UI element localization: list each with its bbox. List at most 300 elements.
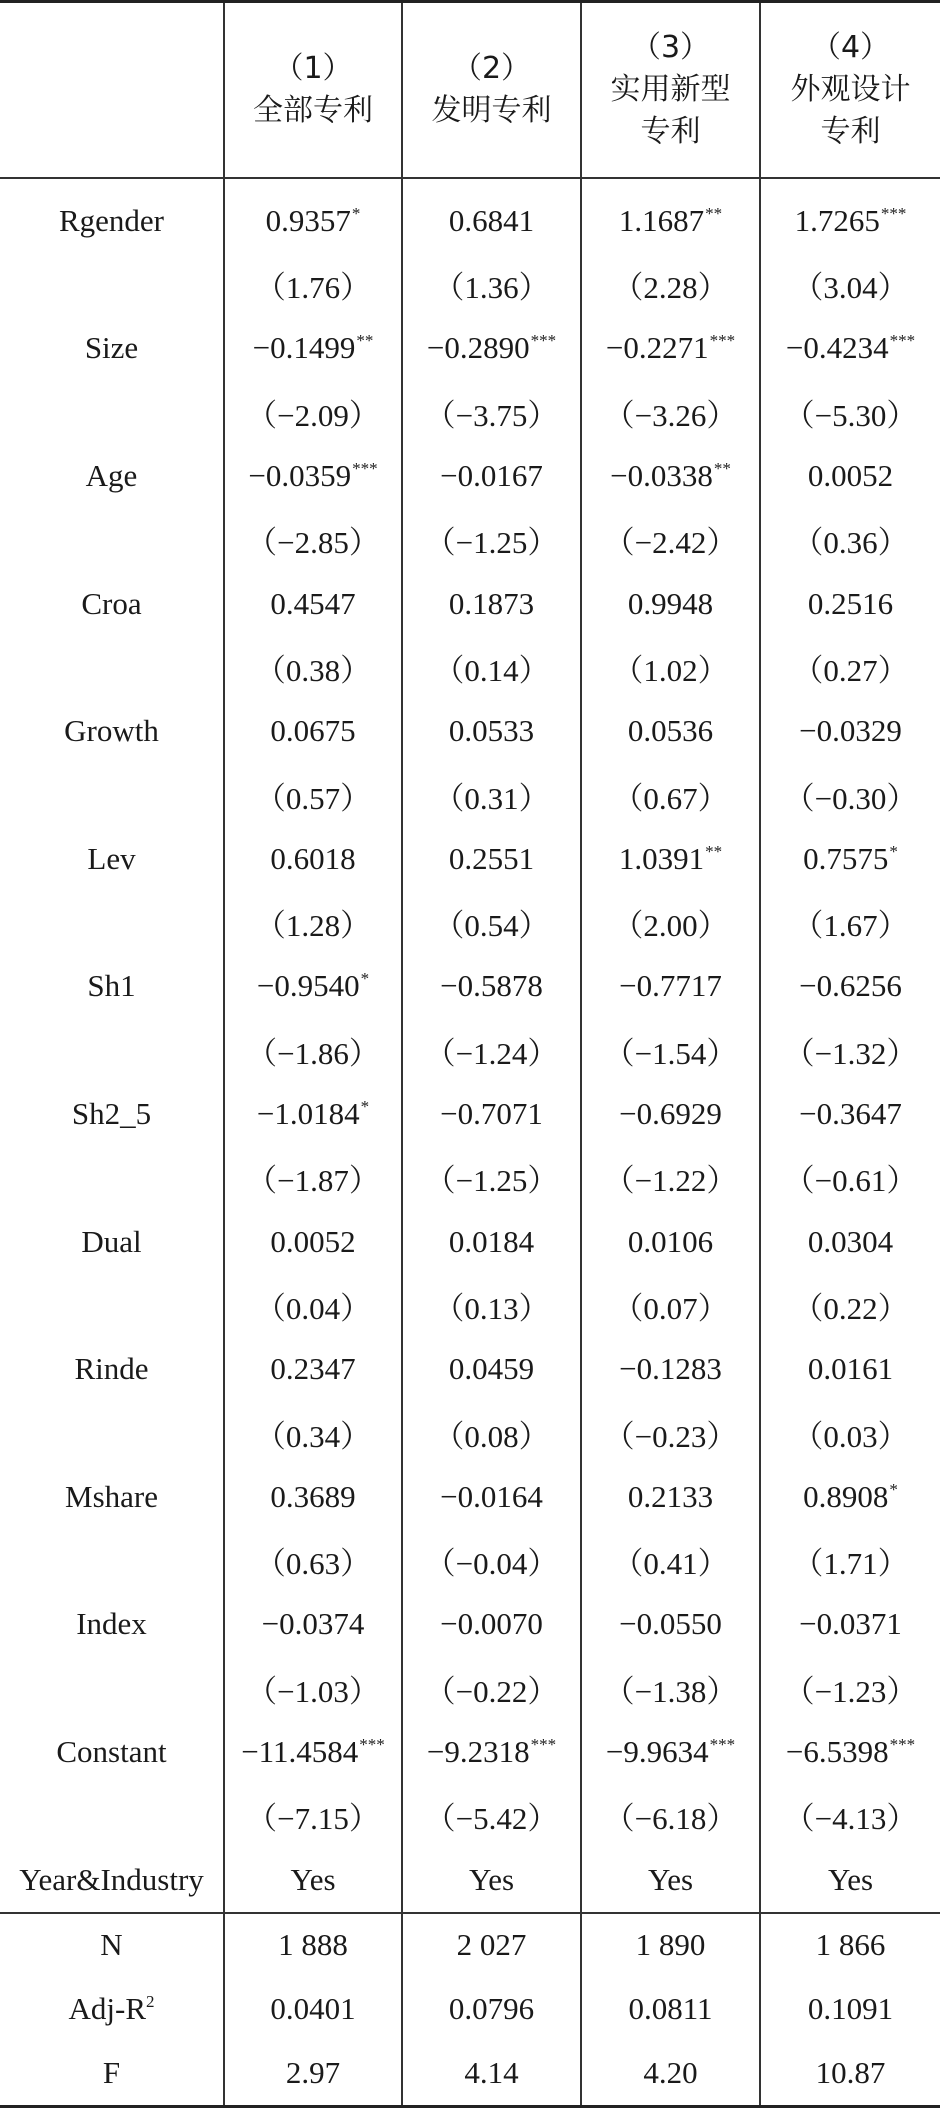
coefficient-cell [760, 572, 940, 636]
t-stat-value: （2.28） [612, 270, 729, 306]
statistic-name: F [102, 2055, 121, 2090]
significance-stars: ** [705, 203, 723, 223]
t-stat-cell [760, 891, 940, 955]
variable-name: Size [84, 330, 139, 366]
variable-name: Index [76, 1606, 147, 1642]
t-stat-value: （0.13） [433, 1290, 550, 1326]
t-stat-value: （−1.25） [424, 1163, 559, 1199]
t-stat-value: （0.27） [792, 652, 909, 688]
coefficient-value: 0.3689 [270, 1478, 356, 1514]
coefficient-cell [581, 1593, 760, 1657]
coefficient-value: −0.0338 [610, 458, 713, 494]
coefficient-row [0, 699, 940, 763]
significance-stars: *** [530, 1735, 557, 1755]
variable-name-cell [0, 444, 224, 508]
fixed-effects-cell [224, 1848, 402, 1913]
fixed-effects-row [0, 1848, 940, 1913]
t-stat-row [0, 1018, 940, 1082]
t-stat-cell [224, 380, 402, 444]
t-stat-value: （0.22） [792, 1290, 909, 1326]
coefficient-value: 0.0106 [627, 1223, 714, 1259]
column-number: （4） [810, 30, 891, 65]
t-stat-cell [402, 508, 581, 572]
statistic-value: 10.87 [815, 2055, 886, 2090]
coefficient-cell [760, 1720, 940, 1784]
variable-name: Croa [81, 585, 142, 621]
statistic-cell [402, 1913, 581, 1978]
coefficient-value: −0.0371 [799, 1606, 902, 1642]
variable-name-cell [0, 1913, 224, 1978]
t-stat-cell [224, 636, 402, 700]
t-stat-value: （−1.38） [603, 1673, 738, 1709]
coefficient-value: −6.5398 [785, 1734, 889, 1770]
t-stat-value: （1.28） [254, 908, 372, 944]
t-stat-cell [224, 763, 402, 827]
t-stat-value: （−6.18） [603, 1801, 738, 1837]
significance-stars: ** [705, 841, 723, 861]
variable-name-cell [0, 1720, 224, 1784]
t-stat-cell [581, 1529, 760, 1593]
statistic-cell [581, 1977, 760, 2041]
fixed-effects-value: Yes [290, 1861, 336, 1897]
coefficient-cell [224, 1720, 402, 1784]
coefficient-value: −0.0070 [440, 1606, 543, 1642]
t-stat-cell [402, 380, 581, 444]
t-stat-cell [224, 1401, 402, 1465]
variable-name-cell [0, 178, 224, 253]
empty-cell [0, 891, 224, 955]
statistic-cell [402, 2041, 581, 2106]
t-stat-value: （1.76） [254, 270, 372, 306]
t-stat-value: （−1.22） [603, 1163, 738, 1199]
t-stat-value: （0.67） [612, 780, 729, 816]
t-stat-cell [760, 1784, 940, 1848]
statistic-value: 1 890 [635, 1927, 706, 1963]
coefficient-cell [402, 1337, 581, 1401]
coefficient-value: 0.8908 [803, 1478, 889, 1514]
significance-stars: *** [889, 1735, 916, 1755]
coefficient-cell [402, 1082, 581, 1146]
coefficient-value: 0.6841 [448, 202, 535, 238]
coefficient-value: −0.6256 [799, 968, 902, 1004]
variable-name-cell [0, 827, 224, 891]
coefficient-value: −0.3647 [799, 1096, 902, 1132]
t-stat-value: （−1.23） [783, 1673, 918, 1709]
coefficient-cell [760, 827, 940, 891]
coefficient-row [0, 1593, 940, 1657]
t-stat-row [0, 1274, 940, 1338]
table-body [0, 178, 940, 2106]
coefficient-row [0, 1337, 940, 1401]
coefficient-cell [402, 1210, 581, 1274]
statistic-cell [224, 1913, 402, 1978]
t-stat-value: （0.36） [792, 525, 909, 561]
t-stat-value: （−2.09） [246, 397, 380, 433]
statistic-value: 1 866 [815, 1927, 886, 1963]
coefficient-cell [224, 955, 402, 1019]
coefficient-cell [760, 955, 940, 1019]
variable-name-cell [0, 1593, 224, 1657]
t-stat-value: （0.41） [612, 1546, 729, 1582]
significance-stars: *** [352, 459, 378, 479]
t-stat-value: （1.71） [792, 1546, 909, 1582]
statistic-value: 2.97 [285, 2055, 341, 2090]
t-stat-cell [402, 636, 581, 700]
t-stat-value: （−0.04） [424, 1546, 559, 1582]
coefficient-value: −0.0359 [248, 458, 352, 494]
coefficient-value: 0.0161 [807, 1351, 894, 1387]
t-stat-cell [581, 1274, 760, 1338]
t-stat-value: （−1.03） [246, 1673, 380, 1709]
coefficient-cell [224, 827, 402, 891]
t-stat-cell [581, 891, 760, 955]
variable-name: Growth [64, 713, 159, 749]
t-stat-value: （−4.13） [783, 1801, 918, 1837]
t-stat-value: （−5.42） [424, 1801, 559, 1837]
variable-name: Dual [81, 1223, 142, 1259]
t-stat-cell [402, 1656, 581, 1720]
coefficient-value: 0.2347 [270, 1351, 356, 1387]
t-stat-value: （0.08） [433, 1418, 550, 1454]
coefficient-cell [760, 1465, 940, 1529]
coefficient-row [0, 827, 940, 891]
coefficient-row [0, 1465, 940, 1529]
coefficient-value: −0.0164 [440, 1478, 543, 1514]
variable-name-cell [0, 1465, 224, 1529]
significance-stars: *** [709, 1735, 736, 1755]
statistic-row [0, 1913, 940, 1978]
empty-cell [0, 380, 224, 444]
coefficient-row [0, 955, 940, 1019]
t-stat-cell [760, 1529, 940, 1593]
coefficient-value: 0.2516 [807, 585, 894, 621]
column-title: 实用新型 [610, 72, 731, 107]
coefficient-value: 0.0304 [807, 1223, 894, 1259]
t-stat-value: （−1.25） [424, 525, 559, 561]
header-row [0, 2, 940, 179]
coefficient-value: 0.6018 [270, 840, 356, 876]
t-stat-value: （−5.30） [783, 397, 918, 433]
coefficient-cell [581, 1337, 760, 1401]
t-stat-value: （1.67） [792, 908, 909, 944]
variable-name-cell [0, 2041, 224, 2106]
t-stat-cell [224, 1656, 402, 1720]
coefficient-cell [224, 178, 402, 253]
t-stat-value: （3.04） [792, 270, 909, 306]
coefficient-row [0, 317, 940, 381]
t-stat-value: （−3.75） [424, 397, 559, 433]
coefficient-value: −0.0329 [799, 713, 902, 749]
coefficient-cell [760, 178, 940, 253]
variable-name-cell [0, 317, 224, 381]
empty-cell [0, 1146, 224, 1210]
coefficient-value: 0.2551 [448, 840, 535, 876]
t-stat-cell [224, 508, 402, 572]
column-number: （3） [630, 30, 711, 65]
t-stat-value: （1.02） [612, 652, 729, 688]
t-stat-row [0, 1146, 940, 1210]
t-stat-value: （0.54） [433, 908, 550, 944]
coefficient-value: 0.0536 [627, 713, 714, 749]
t-stat-cell [224, 253, 402, 317]
t-stat-value: （−0.23） [603, 1418, 738, 1454]
t-stat-cell [402, 1529, 581, 1593]
t-stat-cell [402, 891, 581, 955]
t-stat-cell [760, 763, 940, 827]
t-stat-cell [581, 636, 760, 700]
statistic-value: 0.0811 [628, 1991, 713, 2027]
fixed-effects-value: Yes [827, 1861, 874, 1897]
coefficient-value: −9.9634 [605, 1734, 709, 1770]
column-title: 外观设计 [790, 72, 911, 107]
significance-stars: ** [713, 459, 731, 479]
variable-name: Rinde [74, 1351, 149, 1387]
coefficient-row [0, 572, 940, 636]
coefficient-cell [402, 955, 581, 1019]
fixed-effects-cell [402, 1848, 581, 1913]
t-stat-cell [760, 1656, 940, 1720]
coefficient-cell [581, 178, 760, 253]
coefficient-cell [760, 444, 940, 508]
coefficient-cell [402, 1465, 581, 1529]
t-stat-cell [581, 1656, 760, 1720]
variable-name: Sh1 [87, 968, 136, 1004]
significance-stars: *** [709, 331, 736, 351]
t-stat-row [0, 891, 940, 955]
coefficient-value: 0.0052 [270, 1223, 356, 1259]
coefficient-cell [760, 1082, 940, 1146]
coefficient-value: −0.1499 [252, 330, 356, 366]
empty-cell [0, 508, 224, 572]
t-stat-value: （0.31） [433, 780, 550, 816]
t-stat-row [0, 763, 940, 827]
t-stat-value: （−0.30） [783, 780, 918, 816]
t-stat-cell [402, 1784, 581, 1848]
column-number: （2） [451, 51, 532, 86]
t-stat-cell [581, 1401, 760, 1465]
t-stat-cell [581, 1018, 760, 1082]
t-stat-cell [581, 1784, 760, 1848]
t-stat-value: （−2.42） [603, 525, 738, 561]
statistic-row [0, 2041, 940, 2106]
coefficient-value: −0.1283 [619, 1351, 722, 1387]
statistic-value: 4.14 [464, 2055, 519, 2090]
statistic-value: 0.0796 [448, 1991, 535, 2027]
statistic-value: 2 027 [456, 1927, 527, 1963]
empty-cell [0, 1018, 224, 1082]
empty-cell [0, 253, 224, 317]
variable-name-cell [0, 699, 224, 763]
coefficient-cell [224, 1593, 402, 1657]
fixed-effects-cell [581, 1848, 760, 1913]
t-stat-cell [224, 1018, 402, 1082]
statistic-cell [760, 1913, 940, 1978]
t-stat-cell [581, 1146, 760, 1210]
t-stat-value: （0.03） [792, 1418, 909, 1454]
t-stat-cell [760, 508, 940, 572]
variable-name: Rgender [58, 202, 165, 238]
statistic-row [0, 1977, 940, 2041]
column-header [760, 2, 940, 179]
coefficient-cell [581, 1720, 760, 1784]
coefficient-row [0, 1082, 940, 1146]
t-stat-cell [224, 891, 402, 955]
coefficient-cell [224, 1210, 402, 1274]
variable-name-cell [0, 1210, 224, 1274]
column-number: （1） [273, 51, 353, 86]
t-stat-cell [760, 1018, 940, 1082]
significance-stars: * [360, 1097, 370, 1117]
empty-cell [0, 1656, 224, 1720]
coefficient-cell [224, 572, 402, 636]
statistic-superscript: 2 [146, 1992, 155, 2012]
coefficient-value: −1.0184 [256, 1096, 360, 1132]
coefficient-cell [581, 699, 760, 763]
coefficient-cell [581, 1465, 760, 1529]
empty-cell [0, 1274, 224, 1338]
coefficient-cell [224, 1082, 402, 1146]
column-title-line2: 专利 [820, 114, 881, 149]
significance-stars: * [360, 969, 370, 989]
t-stat-cell [402, 1274, 581, 1338]
coefficient-value: −0.9540 [256, 968, 360, 1004]
t-stat-row [0, 253, 940, 317]
variable-name: Lev [87, 840, 136, 876]
statistic-cell [224, 2041, 402, 2106]
coefficient-value: −0.2890 [426, 330, 530, 366]
coefficient-value: 0.7575 [803, 840, 889, 876]
coefficient-cell [760, 1337, 940, 1401]
t-stat-value: （−1.54） [603, 1035, 738, 1071]
coefficient-cell [224, 699, 402, 763]
t-stat-cell [581, 253, 760, 317]
coefficient-value: 0.2133 [627, 1478, 714, 1514]
t-stat-cell [760, 1401, 940, 1465]
coefficient-value: −0.2271 [605, 330, 709, 366]
variable-name-cell [0, 955, 224, 1019]
coefficient-cell [402, 572, 581, 636]
coefficient-value: 0.0533 [448, 713, 535, 749]
coefficient-value: −0.0550 [619, 1606, 722, 1642]
coefficient-value: −0.7071 [440, 1096, 543, 1132]
coefficient-value: −0.6929 [619, 1096, 722, 1132]
coefficient-cell [760, 1210, 940, 1274]
significance-stars: * [351, 203, 361, 223]
coefficient-value: 0.0459 [448, 1351, 535, 1387]
t-stat-cell [402, 763, 581, 827]
empty-cell [0, 1784, 224, 1848]
statistic-value: 1 888 [278, 1927, 348, 1963]
t-stat-value: （−2.85） [246, 525, 380, 561]
coefficient-cell [224, 1337, 402, 1401]
variable-name-cell [0, 1848, 224, 1913]
statistic-cell [581, 2041, 760, 2106]
coefficient-cell [581, 317, 760, 381]
statistic-value: 0.1091 [807, 1991, 894, 2027]
t-stat-row [0, 380, 940, 444]
column-header [581, 2, 760, 179]
coefficient-value: 0.9357 [265, 202, 351, 238]
statistic-cell [760, 2041, 940, 2106]
coefficient-value: −11.4584 [241, 1734, 359, 1770]
statistic-name: N [100, 1927, 123, 1963]
t-stat-value: （−1.87） [246, 1163, 380, 1199]
fixed-effects-cell [760, 1848, 940, 1913]
statistic-cell [760, 1977, 940, 2041]
empty-cell [0, 1529, 224, 1593]
t-stat-value: （0.63） [254, 1546, 372, 1582]
fixed-effects-value: Yes [647, 1861, 694, 1897]
t-stat-row [0, 1656, 940, 1720]
coefficient-value: 0.4547 [270, 585, 356, 621]
coefficient-value: 1.0391 [618, 840, 705, 876]
coefficient-value: −0.0374 [261, 1606, 365, 1642]
column-title: 发明专利 [431, 93, 552, 128]
coefficient-cell [402, 827, 581, 891]
coefficient-value: 0.0052 [807, 458, 894, 494]
t-stat-value: （−1.32） [783, 1035, 918, 1071]
coefficient-value: −0.5878 [440, 968, 543, 1004]
coefficient-value: −0.0167 [440, 458, 543, 494]
coefficient-cell [581, 444, 760, 508]
t-stat-value: （0.07） [612, 1290, 729, 1326]
variable-name: Mshare [65, 1478, 158, 1514]
variable-header-cell [0, 2, 224, 179]
coefficient-cell [224, 317, 402, 381]
t-stat-value: （0.34） [254, 1418, 372, 1454]
statistic-value: 0.0401 [270, 1991, 356, 2027]
t-stat-cell [581, 380, 760, 444]
t-stat-value: （−1.86） [246, 1035, 380, 1071]
coefficient-value: −9.2318 [426, 1734, 530, 1770]
t-stat-cell [760, 253, 940, 317]
t-stat-value: （0.04） [254, 1290, 372, 1326]
t-stat-row [0, 1401, 940, 1465]
t-stat-value: （−0.61） [783, 1163, 918, 1199]
t-stat-value: （−0.22） [424, 1673, 559, 1709]
statistic-cell [581, 1913, 760, 1978]
t-stat-cell [224, 1784, 402, 1848]
coefficient-value: 1.1687 [618, 202, 705, 238]
column-header [224, 2, 402, 179]
significance-stars: * [889, 1479, 898, 1499]
variable-name: Age [85, 458, 138, 494]
t-stat-value: （−7.15） [246, 1801, 380, 1837]
t-stat-cell [760, 380, 940, 444]
t-stat-cell [224, 1529, 402, 1593]
column-title-line2: 专利 [640, 114, 701, 149]
t-stat-cell [224, 1146, 402, 1210]
coefficient-value: 0.1873 [448, 585, 535, 621]
coefficient-cell [581, 1210, 760, 1274]
coefficient-row [0, 444, 940, 508]
coefficient-row [0, 1210, 940, 1274]
t-stat-value: （0.14） [433, 652, 550, 688]
variable-name-cell [0, 1082, 224, 1146]
t-stat-cell [402, 1401, 581, 1465]
variable-name: Constant [56, 1734, 167, 1770]
coefficient-value: −0.7717 [619, 968, 722, 1004]
t-stat-row [0, 508, 940, 572]
empty-cell [0, 763, 224, 827]
statistic-value: 4.20 [643, 2055, 698, 2090]
t-stat-cell [224, 1274, 402, 1338]
statistic-cell [224, 1977, 402, 2041]
coefficient-value: 1.7265 [794, 202, 880, 238]
coefficient-row [0, 178, 940, 253]
coefficient-cell [581, 572, 760, 636]
statistic-name: Adj-R [68, 1991, 146, 2027]
